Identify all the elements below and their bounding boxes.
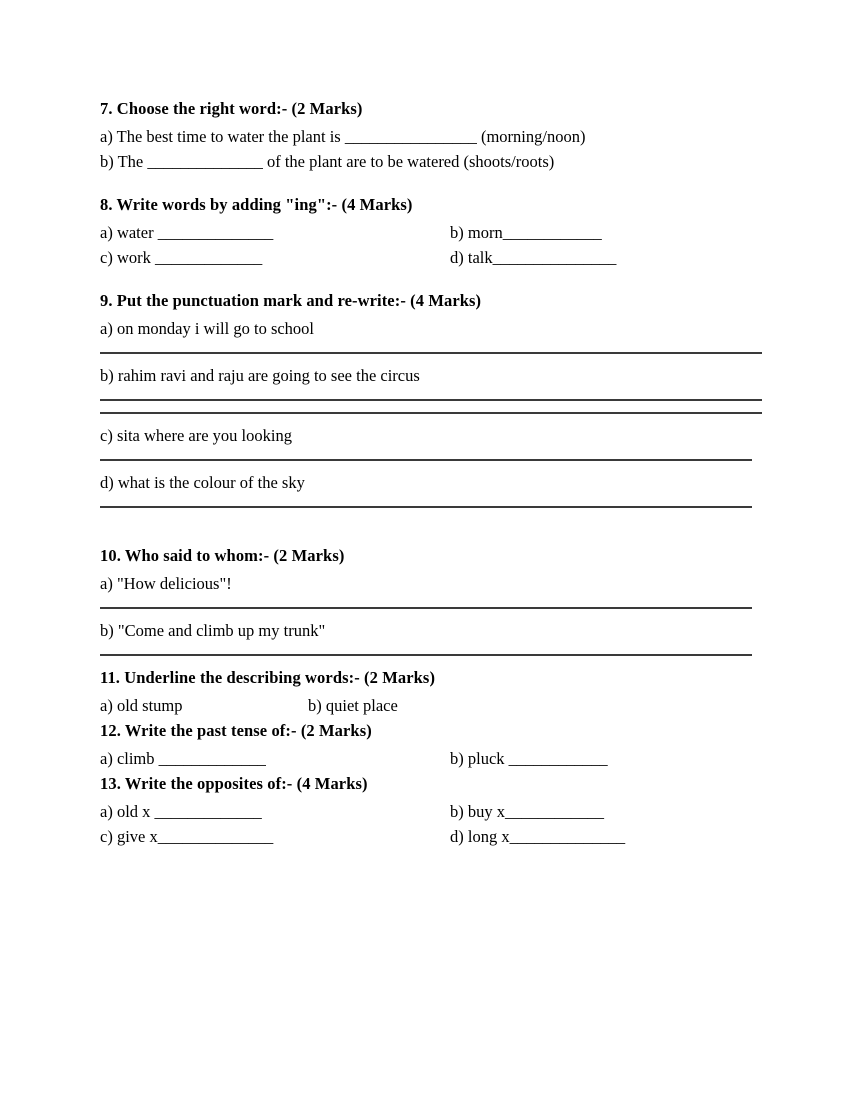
question-item-8a: a) water ______________	[100, 223, 274, 242]
question-item-10b: b) "Come and climb up my trunk"	[100, 621, 326, 640]
question-item-8d: d) talk_______________	[450, 248, 617, 267]
question-item-7b: b) The ______________ of the plant are to be watered (shoots/roots)	[100, 152, 555, 171]
question-item-12b: b) pluck ____________	[450, 749, 608, 768]
question-item-9a: a) on monday i will go to school	[100, 319, 315, 338]
answer-rule-10a	[100, 607, 752, 609]
answer-rule-9d	[100, 506, 752, 508]
question-item-9c: c) sita where are you looking	[100, 426, 292, 445]
question-heading-13: 13. Write the opposites of:- (4 Marks)	[100, 774, 368, 793]
question-row-11	[100, 693, 762, 718]
question-row-12	[100, 746, 762, 771]
question-item-13b: b) buy x____________	[450, 802, 604, 821]
question-item-13a: a) old x _____________	[100, 802, 262, 821]
question-section-13	[100, 771, 762, 849]
question-row-13-1	[100, 799, 762, 824]
question-section-11	[100, 665, 762, 718]
question-heading-12: 12. Write the past tense of:- (2 Marks)	[100, 721, 372, 740]
question-item-12a: a) climb _____________	[100, 749, 266, 768]
question-row-13-2	[100, 824, 762, 849]
section-spacer	[100, 526, 762, 543]
answer-rule-9c	[100, 459, 752, 461]
question-section-7	[100, 96, 762, 174]
answer-rule-9b-2	[100, 412, 762, 414]
answer-rule-10b	[100, 654, 752, 656]
answer-rule-9a	[100, 352, 762, 354]
question-row-8-2	[100, 245, 762, 270]
question-heading-11: 11. Underline the describing words:- (2 Marks)	[100, 668, 436, 687]
question-item-13d: d) long x______________	[450, 827, 626, 846]
question-heading-9: 9. Put the punctuation mark and re-write:- (4 Marks)	[100, 291, 482, 310]
question-item-9d: d) what is the colour of the sky	[100, 473, 305, 492]
question-item-13c: c) give x______________	[100, 827, 274, 846]
question-section-9	[100, 288, 762, 508]
question-item-10a: a) "How delicious"!	[100, 574, 232, 593]
question-item-7a: a) The best time to water the plant is ________________ (morning/noon)	[100, 127, 586, 146]
question-heading-7: 7. Choose the right word:- (2 Marks)	[100, 99, 363, 118]
question-item-11a: a) old stump	[100, 696, 183, 715]
question-heading-10: 10. Who said to whom:- (2 Marks)	[100, 546, 345, 565]
question-heading-8: 8. Write words by adding "ing":- (4 Marks)	[100, 195, 413, 214]
question-item-9b: b) rahim ravi and raju are going to see the circus	[100, 366, 420, 385]
question-item-8c: c) work _____________	[100, 248, 263, 267]
answer-rule-9b-1	[100, 399, 762, 401]
question-section-12	[100, 718, 762, 771]
question-item-11b: b) quiet place	[308, 696, 398, 715]
question-item-8b: b) morn____________	[450, 223, 602, 242]
question-row-8-1	[100, 220, 762, 245]
question-section-8	[100, 192, 762, 270]
question-section-10	[100, 543, 762, 656]
